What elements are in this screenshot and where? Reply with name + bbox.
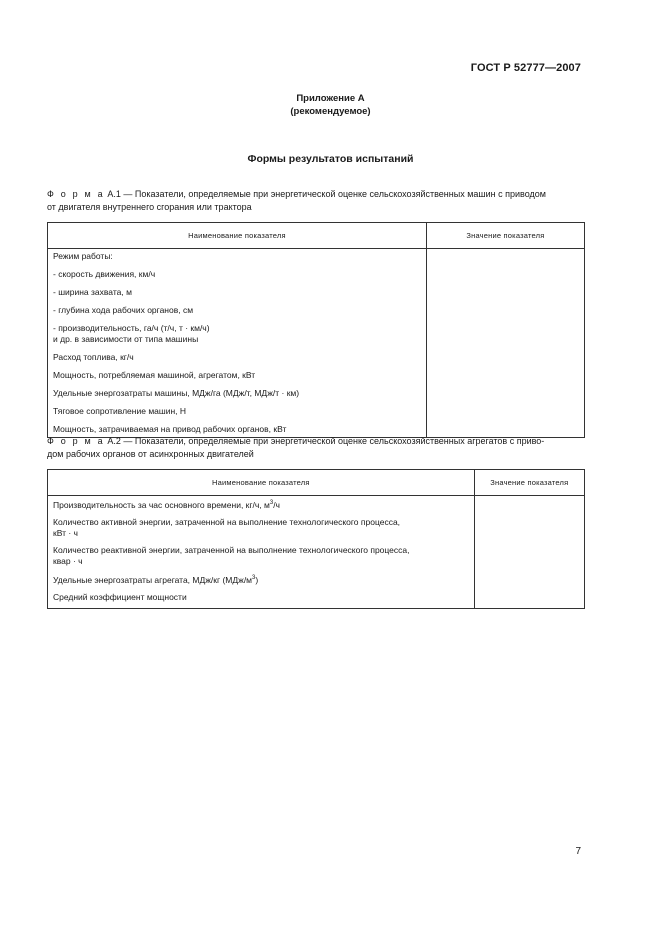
form2-label: Ф о р м а xyxy=(47,436,105,446)
form2-header-row xyxy=(48,470,585,496)
form1-col2-header: Значение показателя xyxy=(426,223,584,249)
form2-col1-header: Наименование показателя xyxy=(48,470,475,496)
form1-header-row xyxy=(48,223,585,249)
form1-caption xyxy=(47,188,587,214)
form2-row-active-energy: Количество активной энергии, затраченной на выполнение технологического процесса, xyxy=(53,516,401,527)
form2-col2-header: Значение показателя xyxy=(474,470,584,496)
section-title: Формы результатов испытаний xyxy=(247,153,414,165)
form1-row-specific-energy: Удельные энергозатраты машины, МДж/га (МДж/т, МДж/т · км) xyxy=(53,388,300,398)
form1-row-drive-power: Мощность, затрачиваемая на привод рабочих органов, кВт xyxy=(53,424,287,434)
form1-row-productivity: - производительность, га/ч (т/ч, т · км/ч) xyxy=(53,323,210,333)
appendix-subtitle: (рекомендуемое) xyxy=(290,106,371,117)
appendix-heading xyxy=(0,92,661,118)
form2-row-active-energy-unit: кВт · ч xyxy=(53,527,78,538)
form1-caption-text1: — Показатели, определяемые при энергетической оценке сельскохозяйственных машин с приводом xyxy=(120,189,546,199)
form2-row-specific-energy xyxy=(53,573,470,586)
form2-row1-sup: 3 xyxy=(269,500,274,506)
form2-row1-tail: /ч xyxy=(273,499,280,510)
form2-row-reactive-energy: Количество реактивной энергии, затраченной на выполнение технологического процесса, xyxy=(53,544,410,555)
form2-row1-text: Производительность за час основного времени, кг/ч, м xyxy=(53,499,270,510)
form2-row4-text: Удельные энергозатраты агрегата, МДж/кг (МДж/м xyxy=(53,574,253,585)
form2-caption-text1: — Показатели, определяемые при энергетической оценке сельскохозяйственных агрегатов с приво- xyxy=(120,436,545,446)
form2-caption-line1 xyxy=(47,435,587,448)
form2-values-cell xyxy=(474,496,584,609)
form1-row-mode: Режим работы: xyxy=(53,251,113,261)
form2-row-power-factor: Средний коэффициент мощности xyxy=(53,591,187,602)
form1-row-productivity-note: и др. в зависимости от типа машины xyxy=(53,334,199,344)
form1-row-draft: Тяговое сопротивление машин, Н xyxy=(53,406,187,416)
form2-caption xyxy=(47,435,587,461)
form2-row4-sup: 3 xyxy=(252,574,256,581)
form1-col1-header: Наименование показателя xyxy=(48,223,427,249)
form2-row4-tail: ) xyxy=(255,574,259,585)
form2-indicators-cell xyxy=(48,496,475,609)
form1-caption-line2: от двигателя внутреннего сгорания или трактора xyxy=(47,202,252,212)
standard-code: ГОСТ Р 52777—2007 xyxy=(470,62,581,74)
form1-row-depth: - глубина хода рабочих органов, см xyxy=(53,305,194,315)
appendix-title: Приложение А xyxy=(296,93,365,104)
form1-indicators-cell xyxy=(48,249,427,438)
form2-body-row xyxy=(48,496,585,609)
form1-values-cell xyxy=(426,249,584,438)
form1-row-width: - ширина захвата, м xyxy=(53,287,132,297)
form2-caption-line2: дом рабочих органов от асинхронных двигателей xyxy=(47,449,254,459)
form1-label: Ф о р м а xyxy=(47,189,105,199)
form2-number: А.2 xyxy=(107,436,121,446)
form1-caption-line1 xyxy=(47,188,587,201)
form1-table xyxy=(47,222,585,438)
form1-row-speed: - скорость движения, км/ч xyxy=(53,269,156,279)
form2-row-productivity xyxy=(53,498,470,511)
form1-row-power: Мощность, потребляемая машиной, агрегатом, кВт xyxy=(53,370,256,380)
form2-row-reactive-energy-unit: квар · ч xyxy=(53,555,83,566)
form1-row-fuel: Расход топлива, кг/ч xyxy=(53,352,134,362)
form2-table xyxy=(47,469,585,609)
page-number: 7 xyxy=(575,846,581,857)
form1-number: А.1 xyxy=(107,189,121,199)
form1-body-row xyxy=(48,249,585,438)
